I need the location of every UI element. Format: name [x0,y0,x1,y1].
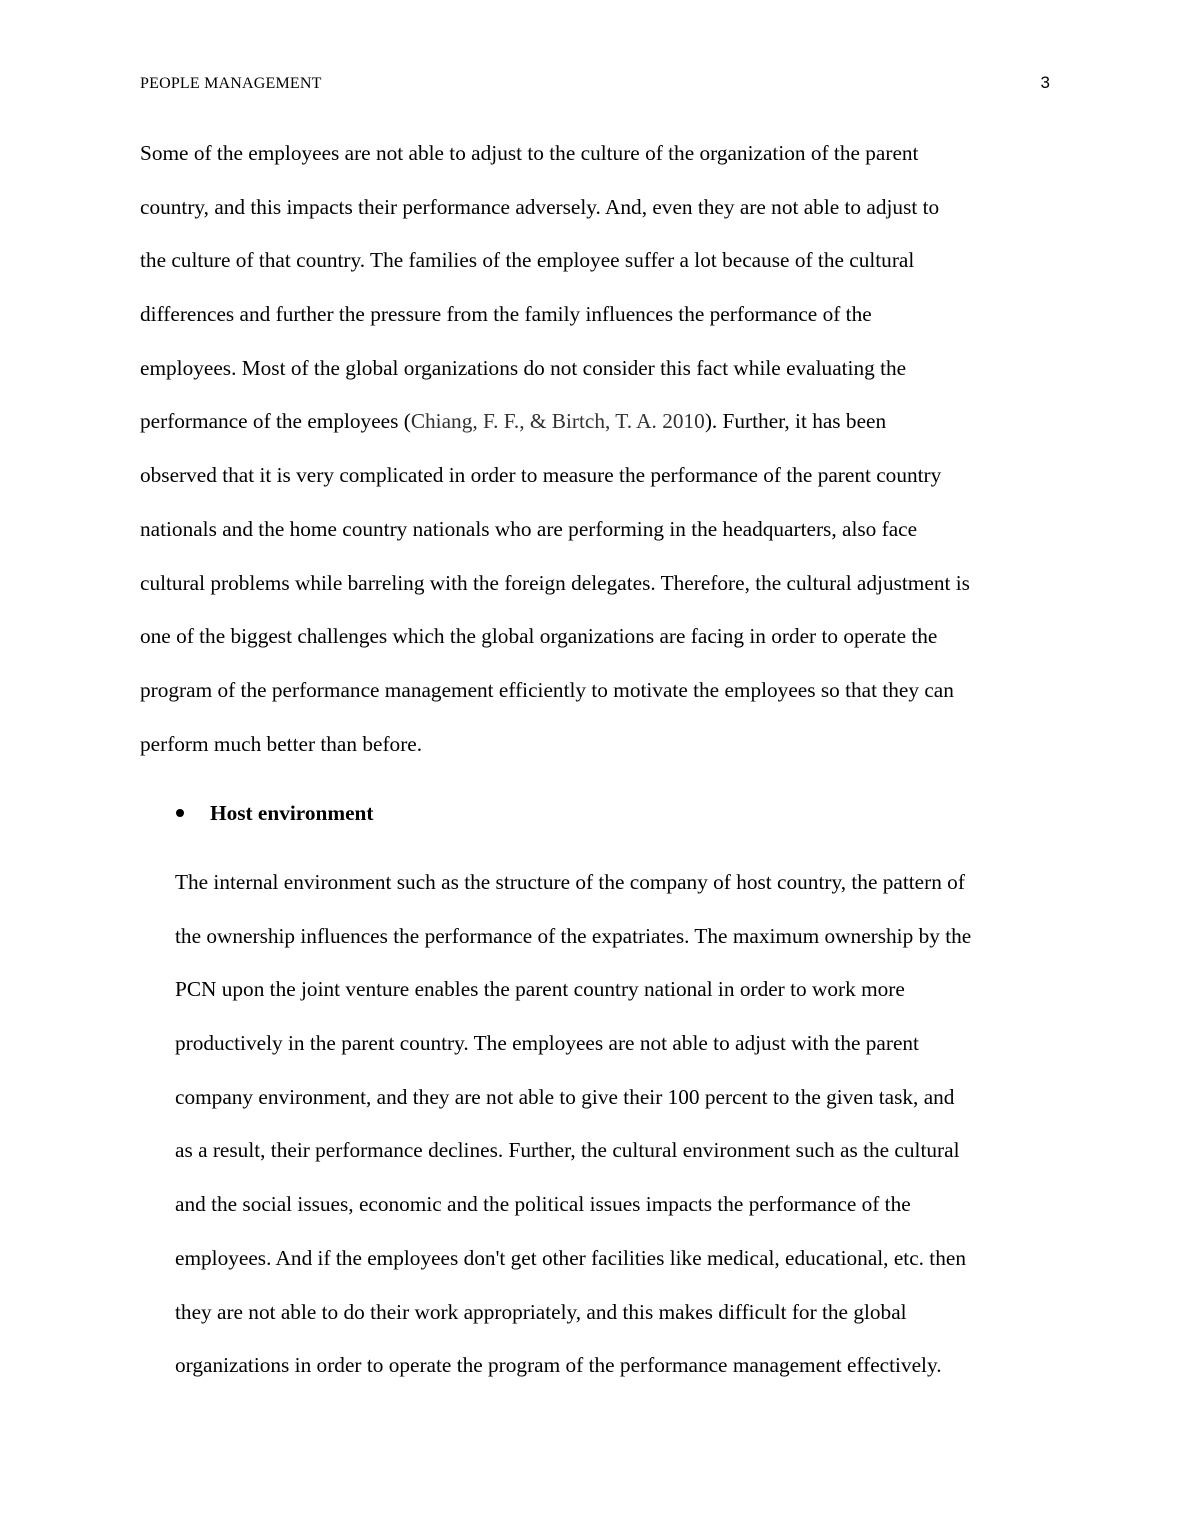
text-line: employees. Most of the global organizations do not consider this fact while evaluating the [140,355,907,380]
text-line: PCN upon the joint venture enables the parent country national in order to work more [175,977,905,1002]
text-line: one of the biggest challenges which the global organizations are facing in order to operate the [140,624,938,649]
text-line: observed that it is very complicated in order to measure the performance of the parent country [140,463,942,488]
running-head: PEOPLE MANAGEMENT [140,75,322,92]
section-heading: Host environment [210,801,374,825]
text-line: perform much better than before. [140,731,423,756]
text-line: organizations in order to operate the program of the performance management effectively. [175,1353,942,1378]
text-line: cultural problems while barreling with the foreign delegates. Therefore, the cultural adjustment is [140,570,970,595]
text-line: productively in the parent country. The employees are not able to adjust with the parent [175,1031,919,1056]
page-number: 3 [1040,73,1050,92]
text-line: differences and further the pressure from the family influences the performance of the [140,302,872,327]
text-line: company environment, and they are not able to give their 100 percent to the given task, and [175,1084,955,1109]
text-line: country, and this impacts their performance adversely. And, even they are not able to adjust to [140,194,940,219]
text-line: program of the performance management efficiently to motivate the employees so that they can [140,677,954,702]
text-fragment: performance of the employees ( [140,409,411,434]
text-line: as a result, their performance declines. Further, the cultural environment such as the cultural [175,1138,960,1163]
text-line: The internal environment such as the structure of the company of host country, the pattern of [175,870,965,894]
paragraph-cultural-adjustment [140,127,1052,771]
text-line: Some of the employees are not able to adjust to the culture of the organization of the parent [140,141,919,165]
text-line: the culture of that country. The families of the employee suffer a lot because of the cultural [140,248,915,273]
paragraph-host-environment [175,856,1055,1393]
citation: Chiang, F. F., & Birtch, T. A. 2010 [410,409,705,434]
text-line: the ownership influences the performance of the expatriates. The maximum ownership by the [175,923,972,948]
text-line: nationals and the home country nationals who are performing in the headquarters, also face [140,516,918,541]
bullet-item-host-environment [140,795,1052,831]
bullet-icon [176,809,184,817]
text-line: they are not able to do their work appropriately, and this makes difficult for the global [175,1299,907,1324]
text-line-with-citation [140,395,1052,449]
text-line: employees. And if the employees don't get other facilities like medical, educational, etc. then [175,1245,966,1270]
text-fragment: ). Further, it has been [704,409,887,434]
text-line: and the social issues, economic and the political issues impacts the performance of the [175,1192,911,1217]
